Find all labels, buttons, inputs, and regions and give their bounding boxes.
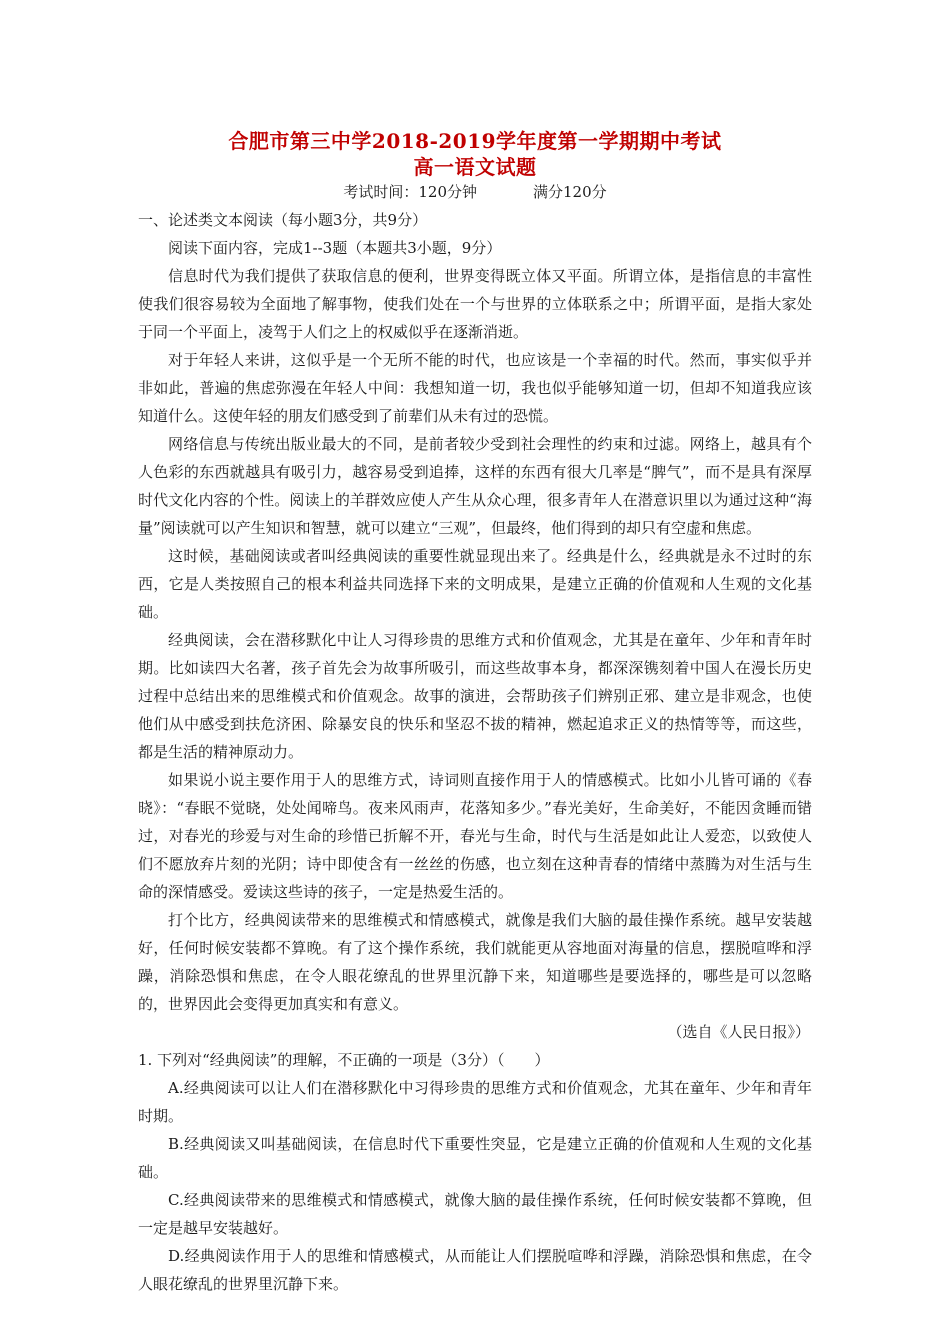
question-option-a: A.经典阅读可以让人们在潜移默化中习得珍贵的思维方式和价值观念，尤其在童年、少年和青年时期。 bbox=[138, 1079, 812, 1125]
exam-time: 考试时间：120分钟 bbox=[343, 183, 477, 201]
question-stem: 1. 下列对“经典阅读”的理解，不正确的一项是（3分）（ ） bbox=[138, 1051, 550, 1069]
section-instruction: 阅读下面内容，完成1--3题（本题共3小题，9分） bbox=[168, 239, 502, 257]
section-heading: 一、论述类文本阅读（每小题3分，共9分） bbox=[138, 211, 428, 229]
passage-paragraph: 经典阅读，会在潜移默化中让人习得珍贵的思维方式和价值观念，尤其是在童年、少年和青年时期。比如读四大名著，孩子首先会为故事所吸引，而这些故事本身，都深深镌刻着中国人在漫长历史过程中总结出来的思维模式和价值观念。故事的演进，会帮助孩子们辨别正邪、建立是非观念，也使他们从中感受到扶危济困、除暴安良的快乐和坚忍不拔的精神，燃起追求正义的热情等等，而这些，都是生活的精神原动力。 bbox=[138, 631, 812, 761]
passage-paragraph: 网络信息与传统出版业最大的不同，是前者较少受到社会理性的约束和过滤。网络上，越具有个人色彩的东西就越具有吸引力，越容易受到追捧，这样的东西有很大几率是“脾气”，而不是具有深厚时代文化内容的个性。阅读上的羊群效应使人产生从众心理，很多青年人在潜意识里以为通过这种“海量”阅读就可以产生知识和智慧，就可以建立“三观”，但最终，他们得到的却只有空虚和焦虑。 bbox=[138, 435, 812, 537]
exam-meta bbox=[138, 182, 812, 202]
passage-paragraph: 打个比方，经典阅读带来的思维模式和情感模式，就像是我们大脑的最佳操作系统。越早安装越好，任何时候安装都不算晚。有了这个操作系统，我们就能更从容地面对海量的信息，摆脱喧哗和浮躁，消除恐惧和焦虑，在令人眼花缭乱的世界里沉静下来，知道哪些是要选择的，哪些是可以忽略的，世界因此会变得更加真实和有意义。 bbox=[138, 911, 812, 1013]
exam-page bbox=[138, 128, 812, 1298]
exam-title-line1: 合肥市第三中学2018-2019学年度第一学期期中考试 bbox=[228, 129, 722, 153]
full-score: 满分120分 bbox=[533, 183, 607, 201]
passage-paragraph: 信息时代为我们提供了获取信息的便利，世界变得既立体又平面。所谓立体，是指信息的丰富性使我们很容易较为全面地了解事物，使我们处在一个与世界的立体联系之中；所谓平面，是指大家处于同一个平面上，凌驾于人们之上的权威似乎在逐渐消逝。 bbox=[138, 267, 812, 341]
passage-paragraph: 这时候，基础阅读或者叫经典阅读的重要性就显现出来了。经典是什么，经典就是永不过时的东西，它是人类按照自己的根本利益共同选择下来的文明成果，是建立正确的价值观和人生观的文化基础。 bbox=[138, 547, 812, 621]
exam-title-line2: 高一语文试题 bbox=[413, 155, 537, 179]
question-option-c: C.经典阅读带来的思维模式和情感模式，就像大脑的最佳操作系统，任何时候安装都不算晚，但一定是越早安装越好。 bbox=[138, 1191, 812, 1237]
question-option-d: D.经典阅读作用于人的思维和情感模式，从而能让人们摆脱喧哗和浮躁，消除恐惧和焦虑，在令人眼花缭乱的世界里沉静下来。 bbox=[138, 1247, 812, 1293]
question-option-b: B.经典阅读又叫基础阅读，在信息时代下重要性突显，它是建立正确的价值观和人生观的文化基础。 bbox=[138, 1135, 812, 1181]
passage-paragraph: 如果说小说主要作用于人的思维方式，诗词则直接作用于人的情感模式。比如小儿皆可诵的《春晓》：“春眠不觉晓，处处闻啼鸟。夜来风雨声，花落知多少。”春光美好，生命美好，不能因贪睡而错过，对春光的珍爱与对生命的珍惜已折解不开，春光与生命，时代与生活是如此让人爱恋，以致使人们不愿放弃片刻的光阴；诗中即使含有一丝丝的伤感，也立刻在这种青春的情绪中蒸腾为对生活与生命的深情感受。爱读这些诗的孩子，一定是热爱生活的。 bbox=[138, 771, 812, 901]
passage-source: （选自《人民日报》） bbox=[667, 1023, 810, 1041]
passage-paragraph: 对于年轻人来讲，这似乎是一个无所不能的时代，也应该是一个幸福的时代。然而，事实似乎并非如此，普遍的焦虑弥漫在年轻人中间：我想知道一切，我也似乎能够知道一切，但却不知道我应该知道什么。这使年轻的朋友们感受到了前辈们从未有过的恐慌。 bbox=[138, 351, 812, 425]
